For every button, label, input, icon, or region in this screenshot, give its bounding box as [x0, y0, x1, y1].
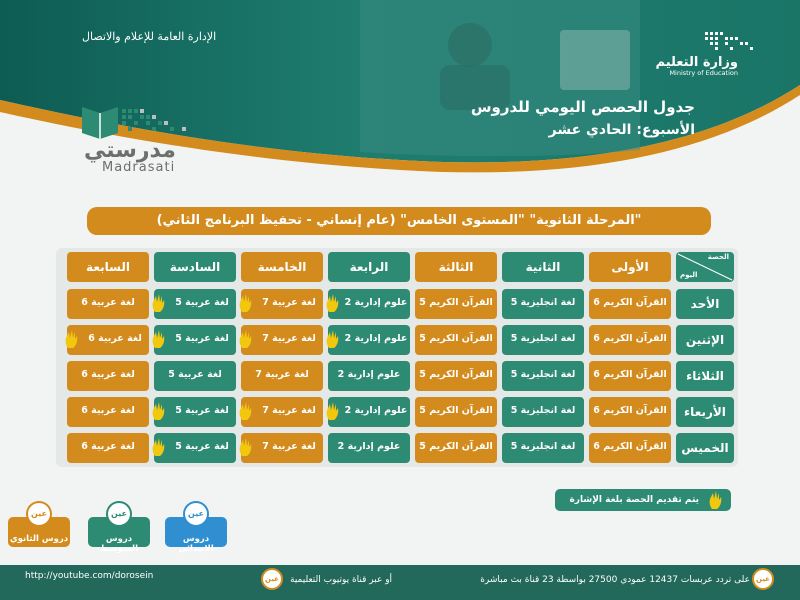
lesson-label: لغة عربية 5	[175, 441, 229, 452]
lesson-cell[interactable]	[415, 361, 497, 391]
lesson-label: لغة عربية 5	[175, 333, 229, 344]
lesson-label: القرآن الكريم 5	[419, 405, 493, 416]
lesson-cell[interactable]	[67, 289, 149, 319]
day-label: الأحد	[676, 289, 734, 319]
lesson-cell[interactable]	[154, 433, 236, 463]
lesson-label: القرآن الكريم 6	[593, 369, 667, 380]
lesson-cell[interactable]	[241, 289, 323, 319]
hand-sign-icon	[707, 490, 723, 510]
lesson-label: لغة عربية 6	[81, 369, 135, 380]
period-header: السادسة	[154, 252, 236, 282]
hand-sign-icon	[324, 401, 340, 421]
sign-language-legend	[555, 489, 731, 511]
corner-header	[676, 252, 734, 282]
corner-day-label: اليوم	[680, 271, 698, 279]
lesson-cell[interactable]	[67, 325, 149, 355]
channel-ein-logo-icon: عين	[183, 501, 209, 527]
period-header: الأولى	[589, 252, 671, 282]
day-label: الإثنين	[676, 325, 734, 355]
lesson-cell[interactable]	[154, 289, 236, 319]
lesson-cell[interactable]	[67, 397, 149, 427]
lesson-label: علوم إدارية 2	[337, 369, 401, 380]
ministry-name-ar: وزارة التعليم	[655, 55, 738, 70]
period-header: الثالثة	[415, 252, 497, 282]
lesson-cell[interactable]	[415, 289, 497, 319]
lesson-cell[interactable]	[328, 361, 410, 391]
lesson-label: لغة انجليزية 5	[510, 333, 576, 344]
lesson-cell[interactable]	[502, 289, 584, 319]
hand-sign-icon	[237, 293, 253, 313]
brand-name-en: Madrasati	[102, 160, 176, 175]
lesson-cell[interactable]	[502, 361, 584, 391]
lesson-cell[interactable]	[154, 361, 236, 391]
lesson-cell[interactable]	[502, 433, 584, 463]
lesson-label: لغة انجليزية 5	[510, 441, 576, 452]
channel-label: دروس الثانوي	[9, 534, 69, 544]
week-label: الأسبوع: الحادي عشر	[548, 122, 695, 138]
period-header: الخامسة	[241, 252, 323, 282]
lesson-cell[interactable]	[589, 325, 671, 355]
day-label: الثلاثاء	[676, 361, 734, 391]
lesson-label: لغة عربية 6	[88, 333, 142, 344]
lesson-label: لغة عربية 7	[255, 369, 309, 380]
corner-period-label: الحصة	[707, 253, 729, 261]
lesson-label: لغة عربية 6	[81, 297, 135, 308]
day-label: الأربعاء	[676, 397, 734, 427]
lesson-cell[interactable]	[589, 289, 671, 319]
footer-ein-logo-icon: عين	[752, 568, 774, 590]
lesson-cell[interactable]	[589, 361, 671, 391]
lesson-cell[interactable]	[502, 397, 584, 427]
lesson-label: لغة انجليزية 5	[510, 369, 576, 380]
schedule-grid	[56, 248, 738, 467]
stage-label: "المرحلة الثانوية" "المستوى الخامس" (عام إنساني - تحفيظ البرنامج الثاني)	[87, 207, 711, 235]
lesson-label: لغة عربية 6	[81, 441, 135, 452]
lesson-cell[interactable]	[415, 325, 497, 355]
lesson-label: علوم إدارية 2	[344, 297, 408, 308]
lesson-cell[interactable]	[328, 397, 410, 427]
footer-satellite-info: على تردد عربسات 12437 عمودي 27500 بواسطة 23 قناة بث مباشرة	[480, 575, 750, 585]
brand-name-ar: مدرستي	[84, 138, 176, 163]
ministry-name-en: Ministry of Education	[669, 69, 738, 77]
hand-sign-icon	[150, 293, 166, 313]
footer-youtube-ein-logo-icon: عين	[261, 568, 283, 590]
lesson-cell[interactable]	[241, 397, 323, 427]
lesson-label: لغة عربية 7	[262, 441, 316, 452]
lesson-cell[interactable]	[67, 361, 149, 391]
lesson-label: لغة عربية 7	[262, 333, 316, 344]
hand-sign-icon	[237, 329, 253, 349]
hand-sign-icon	[150, 329, 166, 349]
admin-calligraphy: الإدارة العامة للإعلام والاتصال	[82, 30, 217, 43]
lesson-cell[interactable]	[589, 397, 671, 427]
lesson-cell[interactable]	[328, 433, 410, 463]
hand-sign-icon	[150, 401, 166, 421]
lesson-label: القرآن الكريم 5	[419, 333, 493, 344]
lesson-cell[interactable]	[241, 361, 323, 391]
lesson-label: القرآن الكريم 6	[593, 297, 667, 308]
lesson-cell[interactable]	[502, 325, 584, 355]
page-title: جدول الحصص اليومي للدروس	[470, 98, 695, 116]
channel-ein-logo-icon: عين	[106, 501, 132, 527]
channel-label: دروس الابتدائي	[178, 534, 214, 554]
lesson-label: علوم إدارية 2	[337, 441, 401, 452]
lesson-label: لغة انجليزية 5	[510, 297, 576, 308]
lesson-label: القرآن الكريم 5	[419, 369, 493, 380]
lesson-label: لغة عربية 5	[168, 369, 222, 380]
lesson-cell[interactable]	[154, 397, 236, 427]
lesson-label: لغة عربية 5	[175, 297, 229, 308]
day-label: الخميس	[676, 433, 734, 463]
lesson-label: علوم إدارية 2	[344, 405, 408, 416]
lesson-cell[interactable]	[241, 325, 323, 355]
hand-sign-icon	[324, 329, 340, 349]
legend-text: يتم تقديم الحصة بلغة الإشارة	[569, 495, 699, 505]
lesson-cell[interactable]	[415, 433, 497, 463]
moe-dots-icon	[705, 30, 765, 52]
lesson-label: علوم إدارية 2	[344, 333, 408, 344]
lesson-label: القرآن الكريم 5	[419, 441, 493, 452]
hand-sign-icon	[237, 437, 253, 457]
period-header: الرابعة	[328, 252, 410, 282]
lesson-label: لغة عربية 6	[81, 405, 135, 416]
lesson-label: القرآن الكريم 5	[419, 297, 493, 308]
lesson-label: القرآن الكريم 6	[593, 405, 667, 416]
footer-youtube-link[interactable]: http://youtube.com/dorosein	[25, 571, 154, 581]
period-header: الثانية	[502, 252, 584, 282]
lesson-cell[interactable]	[328, 289, 410, 319]
hand-sign-icon	[324, 293, 340, 313]
period-header: السابعة	[67, 252, 149, 282]
footer-youtube-text: أو عبر قناة يوتيوب التعليمية	[290, 575, 393, 585]
channel-label: دروس المتوسط	[99, 534, 139, 554]
lesson-cell[interactable]	[241, 433, 323, 463]
lesson-label: لغة عربية 5	[175, 405, 229, 416]
channel-ein-logo-icon: عين	[26, 501, 52, 527]
lesson-cell[interactable]	[154, 325, 236, 355]
hand-sign-icon	[63, 329, 79, 349]
hand-sign-icon	[150, 437, 166, 457]
lesson-cell[interactable]	[589, 433, 671, 463]
lesson-label: لغة عربية 7	[262, 297, 316, 308]
hand-sign-icon	[237, 401, 253, 421]
lesson-label: القرآن الكريم 6	[593, 333, 667, 344]
lesson-label: القرآن الكريم 6	[593, 441, 667, 452]
lesson-label: لغة عربية 7	[262, 405, 316, 416]
lesson-cell[interactable]	[328, 325, 410, 355]
lesson-label: لغة انجليزية 5	[510, 405, 576, 416]
lesson-cell[interactable]	[415, 397, 497, 427]
lesson-cell[interactable]	[67, 433, 149, 463]
